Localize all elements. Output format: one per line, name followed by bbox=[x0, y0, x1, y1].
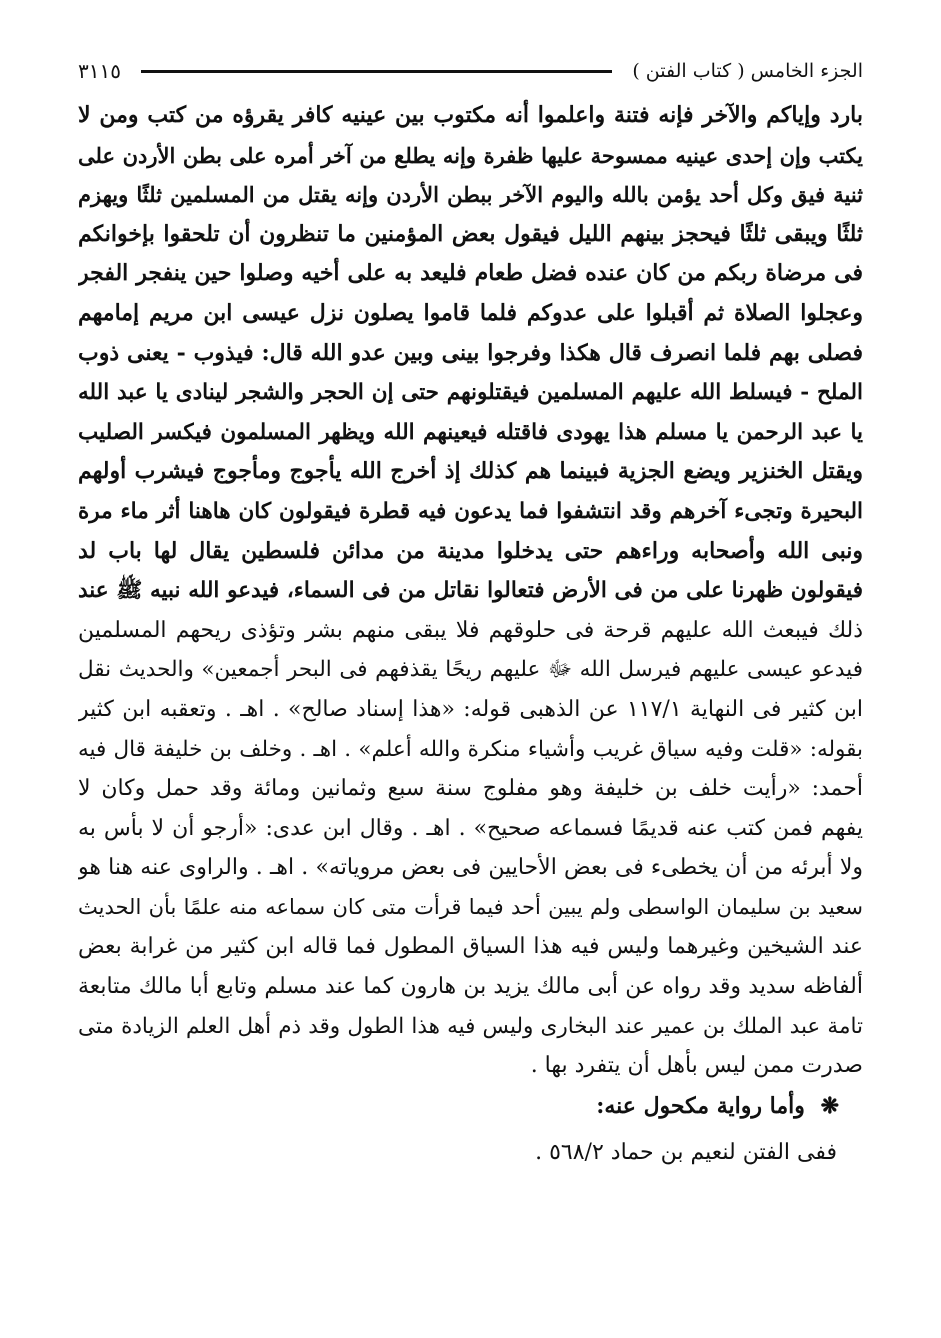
running-header-title: الجزء الخامس ( كتاب الفتن ) bbox=[632, 60, 863, 82]
text-line: ألفاظه سديد وقد رواه عن أبى مالك يزيد بن هارون كما عند مسلم وتابع أبا مالك متابعة bbox=[78, 974, 863, 1000]
text-line: ثنية فيق وكل أحد يؤمن بالله واليوم الآخر ببطن الأردن وإنه يقتل من المسلمين ثلثًا ويهزم bbox=[78, 182, 863, 208]
text-line: يفهم فمن كتب عنه قديمًا فسماعه صحيح» . اهـ . وقال ابن عدى: «أرجو أن لا بأس به bbox=[78, 815, 863, 841]
text-line: وعجلوا الصلاة ثم أقبلوا على عدوكم فلما قاموا يصلون نزل عيسى ابن مريم إمامهم bbox=[78, 299, 863, 326]
text-line: صدرت ممن ليس بأهل أن يتفرد بها . bbox=[530, 1053, 863, 1079]
text-line: ذلك فيبعث الله عليهم قرحة فى حلوقهم فلا يبقى منهم بشر وتؤذى ريحهم المسلمين bbox=[78, 617, 863, 643]
page-number: ٣١١٥ bbox=[78, 59, 121, 83]
running-header bbox=[78, 52, 863, 90]
text-line: بارد وإياكم والآخر فإنه فتنة واعلموا أنه مكتوب بين عينيه كافر يقرؤه من كتب ومن لا bbox=[78, 102, 863, 128]
text-line: فيدعو عيسى عليهم فيرسل الله ﷻ عليهم ريحًا يقذفهم فى البحر أجمعين» والحديث نقل bbox=[78, 657, 863, 683]
text-line: ونبى الله وأصحابه وراءهم حتى يدخلوا مدينة من مدائن فلسطين يقال لها باب لد bbox=[78, 537, 863, 564]
text-line: أحمد: «رأيت خلف بن خليفة وهو مفلوج سنة سبع وثمانين ومائة وقد حمل وكان لا bbox=[78, 776, 863, 802]
text-line: ويقتل الخنزير ويضع الجزية فبينما هم كذلك إذ أخرج الله يأجوج ومأجوج فيشرب أولهم bbox=[78, 458, 863, 485]
text-line: سعيد بن سليمان الواسطى ولم يبين أحد فيما قرأت متى كان سماعه منه علمًا بأن الحديث bbox=[78, 894, 863, 919]
text-line: فى مرضاة ربكم من كان عنده فضل طعام فليعد به على أخيه وصلوا حين ينفجر الفجر bbox=[78, 260, 863, 287]
star-ornament-icon: ❋ bbox=[820, 1092, 839, 1119]
section-heading bbox=[78, 1086, 863, 1126]
text-line: ولا أبرئه من أن يخطىء فى بعض الأحايين فى بعض مروياته» . اهـ . والراوى عنه هنا هو bbox=[78, 855, 863, 881]
text-line: البحيرة وتجىء آخرهم وقد انتشفوا فما يدعون فيه قطرة فيقولون كان هاهنا أثر ماء مرة bbox=[78, 498, 863, 524]
text-line: يا عبد الرحمن يا مسلم هذا يهودى فاقتله فيعينهم الله ويظهر المسلمون فيكسر الصليب bbox=[78, 419, 863, 445]
header-rule bbox=[141, 70, 612, 73]
text-line: ابن كثير فى النهاية ١١٧/١ عن الذهبى قوله: «هذا إسناد صالح» . اهـ . وتعقبه ابن كثير bbox=[78, 696, 863, 722]
text-line: بقوله: «قلت وفيه سياق غريب وأشياء منكرة والله أعلم» . اهـ . وخلف بن خليفة قال فيه bbox=[78, 736, 863, 762]
text-line: فيقولون ظهرنا على من فى الأرض فتعالوا نقاتل من فى السماء، فيدعو الله نبيه ﷺ عند bbox=[78, 578, 863, 604]
section-heading-text: وأما رواية مكحول عنه: bbox=[596, 1092, 805, 1119]
body-text bbox=[78, 96, 863, 1086]
text-line: الملح - فيسلط الله عليهم المسلمين فيقتلونهم حتى إن الحجر والشجر لينادى يا عبد الله bbox=[78, 380, 863, 406]
text-line: ثلثًا ويبقى ثلثًا فيحجز بينهم الليل فيقول بعض المؤمنين ما تنظرون أن تلحقوا بإخوانكم bbox=[78, 220, 863, 247]
source-citation: ففى الفتن لنعيم بن حماد ٥٦٨/٢ . bbox=[535, 1139, 837, 1165]
text-line: فصلى بهم فلما انصرف قال هكذا وفرجوا بينى وبين عدو الله قال: فيذوب - يعنى ذوب bbox=[78, 339, 863, 366]
text-line: تامة عبد الملك بن عمير عند البخارى وليس فيه هذا الطول وقد ذم أهل العلم الزيادة متى bbox=[78, 1013, 863, 1039]
text-line: عند الشيخين وغيرهما وليس فيه هذا السياق المطول فما قاله ابن كثير من غرابة بعض bbox=[78, 934, 863, 960]
text-line: يكتب وإن إحدى عينيه ممسوحة عليها ظفرة وإنه يطلع من آخر أمره على بطن الأردن على bbox=[78, 142, 863, 168]
